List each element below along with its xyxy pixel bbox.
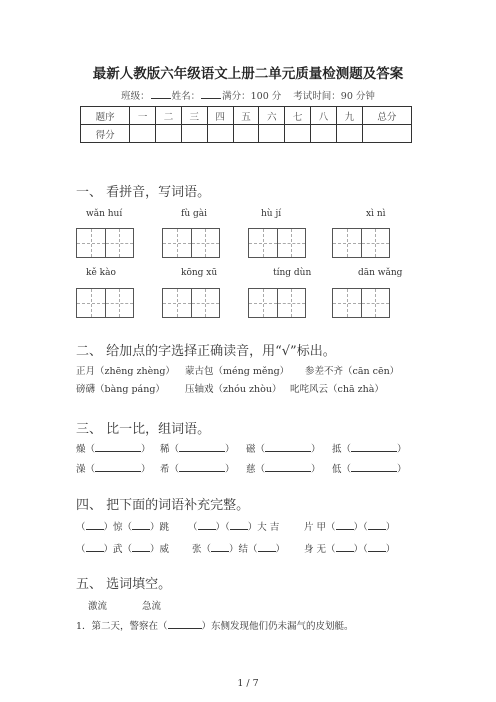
page-title: 最新人教版六年级语文上册二单元质量检测题及答案	[92, 66, 404, 82]
idiom-fill[interactable]: 身 无（ ）（ ）	[304, 544, 396, 555]
pinyin: kōng xū	[181, 268, 218, 278]
word-blank[interactable]: 燥（ ）	[76, 444, 151, 455]
pinyin: dān wǎng	[358, 268, 403, 278]
word-blank[interactable]: 低（ ）	[332, 464, 407, 475]
score-table	[80, 106, 412, 143]
idiom-fill[interactable]: （ ）（ ）大 吉	[188, 522, 280, 533]
writing-grid[interactable]	[248, 288, 306, 318]
idiom-fill[interactable]: （ ）惊（ ）跳	[76, 522, 170, 533]
reading-choice[interactable]: 叱咤风云（chā zhà）	[290, 384, 384, 395]
reading-choice[interactable]: 参差不齐（cān cēn）	[305, 366, 400, 377]
reading-choice[interactable]: 压轴戏（zhóu zhòu）	[185, 384, 282, 395]
section-5-heading: 五、 选词填空。	[76, 577, 172, 592]
pinyin: wǎn huí	[86, 209, 123, 219]
word-blank[interactable]: 抵（ ）	[332, 444, 407, 455]
section-3-heading: 三、 比一比，组词语。	[76, 422, 211, 437]
word-option: 急流	[142, 601, 162, 612]
word-option: 激流	[88, 601, 108, 612]
score-table-header-row: 题序 一 二 三 四 五 六 七 八 九 总分	[81, 107, 412, 125]
pinyin: xì nì	[366, 209, 386, 219]
word-blank[interactable]: 稀（ ）	[160, 444, 235, 455]
writing-grid[interactable]	[76, 288, 134, 318]
section-1-heading: 一、 看拼音，写词语。	[76, 185, 211, 200]
pinyin: kě kào	[86, 268, 116, 278]
pinyin: tíng dùn	[273, 268, 312, 278]
writing-grid[interactable]	[248, 228, 306, 258]
reading-choice[interactable]: 正月（zhēng zhèng）	[76, 366, 175, 377]
word-blank[interactable]: 磁（ ）	[246, 444, 321, 455]
writing-grid[interactable]	[76, 228, 134, 258]
writing-grid[interactable]	[162, 288, 220, 318]
class-blank[interactable]	[151, 89, 171, 99]
pinyin: fù gài	[181, 209, 207, 219]
question-1[interactable]: 1．第二天，警察在（ ）东侧发现他们仍未漏气的皮划艇。	[76, 621, 354, 632]
idiom-fill[interactable]: （ ）武（ ）威	[76, 544, 170, 555]
reading-choice[interactable]: 蒙古包（méng měng）	[185, 366, 290, 377]
exam-info: 班级： 姓名： 满分：100 分 考试时间：90 分钟	[121, 91, 375, 102]
pinyin: hù jí	[261, 209, 282, 219]
writing-grid[interactable]	[332, 228, 390, 258]
page-number: 1 / 7	[237, 678, 259, 689]
section-2-heading: 二、 给加点的字选择正确读音，用“√”标出。	[76, 344, 336, 359]
section-4-heading: 四、 把下面的词语补充完整。	[76, 498, 250, 513]
reading-choice[interactable]: 磅礴（bàng páng）	[76, 384, 165, 395]
name-blank[interactable]	[201, 89, 221, 99]
word-blank[interactable]: 希（ ）	[160, 464, 235, 475]
word-blank[interactable]: 澡（ ）	[76, 464, 151, 475]
writing-grid[interactable]	[162, 228, 220, 258]
score-table-score-row: 得分	[81, 125, 412, 143]
idiom-fill[interactable]: 张（ ）结（ ）	[192, 544, 286, 555]
writing-grid[interactable]	[332, 288, 390, 318]
word-blank[interactable]: 慈（ ）	[246, 464, 321, 475]
idiom-fill[interactable]: 片 甲（ ）（ ）	[304, 522, 396, 533]
